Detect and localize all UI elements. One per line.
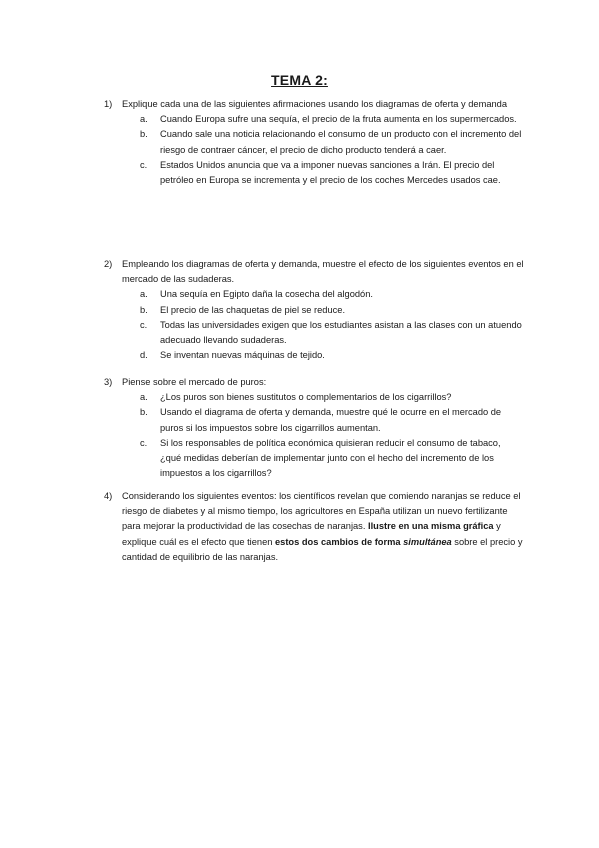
- item-text: Usando el diagrama de oferta y demanda, muestre qué le ocurre en el mercado de puros si los impuestos sobre los cigarrillos aumentan.: [160, 407, 502, 433]
- list-item: [104, 318, 524, 348]
- item-marker: b.: [140, 129, 148, 140]
- page-title: TEMA 2:: [271, 72, 328, 88]
- question-number: 3): [104, 377, 113, 387]
- item-text: Cuando Europa sufre una sequía, el precio de la fruta aumenta en los supermercados.: [160, 114, 517, 125]
- list-item: [104, 127, 524, 157]
- item-text: Una sequía en Egipto daña la cosecha del algodón.: [160, 289, 373, 300]
- question-number: 1): [104, 99, 113, 109]
- question-3: [104, 375, 524, 481]
- question-1: [104, 97, 524, 188]
- bold-italic-text-segment: simultánea: [403, 536, 452, 547]
- list-item: [104, 405, 524, 435]
- item-marker: b.: [140, 304, 148, 315]
- item-marker: a.: [140, 392, 148, 403]
- item-marker: c.: [140, 437, 148, 448]
- list-item: [104, 303, 524, 318]
- sub-question-list: [104, 287, 524, 363]
- question-4: [104, 489, 524, 565]
- question-text: [122, 489, 524, 565]
- item-text: Estados Unidos anuncia que va a imponer nuevas sanciones a Irán. El precio del petróleo en Europa se incrementa y el precio de los coches Mercedes usados cae.: [160, 159, 501, 186]
- question-number: 4): [104, 491, 113, 501]
- item-text: El precio de las chaquetas de piel se reduce.: [160, 304, 346, 315]
- item-marker: c.: [140, 159, 148, 170]
- text-segment: y explique cuál es el efecto que tienen: [122, 521, 501, 547]
- list-item: [104, 112, 524, 127]
- list-item: [104, 348, 524, 363]
- question-number: 2): [104, 259, 113, 269]
- item-marker: b.: [140, 407, 148, 418]
- item-text: ¿Los puros son bienes sustitutos o complementarios de los cigarrillos?: [160, 392, 452, 403]
- bold-text-segment: estos dos cambios de forma: [275, 536, 404, 547]
- item-marker: a.: [140, 114, 148, 125]
- sub-question-list: [104, 390, 524, 481]
- list-item: [104, 390, 524, 405]
- sub-question-list: [104, 112, 524, 188]
- item-text: Si los responsables de política económica quisieran reducir el consumo de tabaco, ¿qué medidas deberían de implementar junto con el hecho del incremento de los impuestos a los cigarrillos?: [160, 437, 501, 479]
- list-item: [104, 436, 524, 482]
- bold-text-segment: Ilustre en una misma gráfica: [368, 521, 494, 532]
- item-text: Se inventan nuevas máquinas de tejido.: [160, 350, 325, 361]
- item-text: Todas las universidades exigen que los estudiantes asistan a las clases con un atuendo adecuado llevando sudaderas.: [160, 319, 522, 346]
- list-item: [104, 158, 524, 188]
- text-segment: Considerando los siguientes eventos: los científicos revelan que comiendo naranjas se reduce el riesgo de diabetes y al mismo tiempo, los agricultores en España utilizan un nuevo fertilizante para mejorar la productividad de las cosechas de naranjas.: [122, 491, 521, 532]
- question-text: Empleando los diagramas de oferta y demanda, muestre el efecto de los siguientes eventos en el mercado de las sudaderas.: [122, 259, 524, 285]
- item-marker: a.: [140, 289, 148, 300]
- item-marker: c.: [140, 319, 148, 330]
- question-2: [104, 257, 524, 363]
- list-item: [104, 287, 524, 302]
- item-marker: d.: [140, 350, 148, 361]
- question-text: Piense sobre el mercado de puros:: [122, 377, 267, 387]
- question-text: Explique cada una de las siguientes afirmaciones usando los diagramas de oferta y demanda: [122, 99, 508, 109]
- text-segment: sobre el precio y cantidad de equilibrio de las naranjas.: [122, 536, 523, 562]
- item-text: Cuando sale una noticia relacionando el consumo de un producto con el incremento del riesgo de contraer cáncer, el precio de dicho producto tenderá a caer.: [160, 129, 522, 155]
